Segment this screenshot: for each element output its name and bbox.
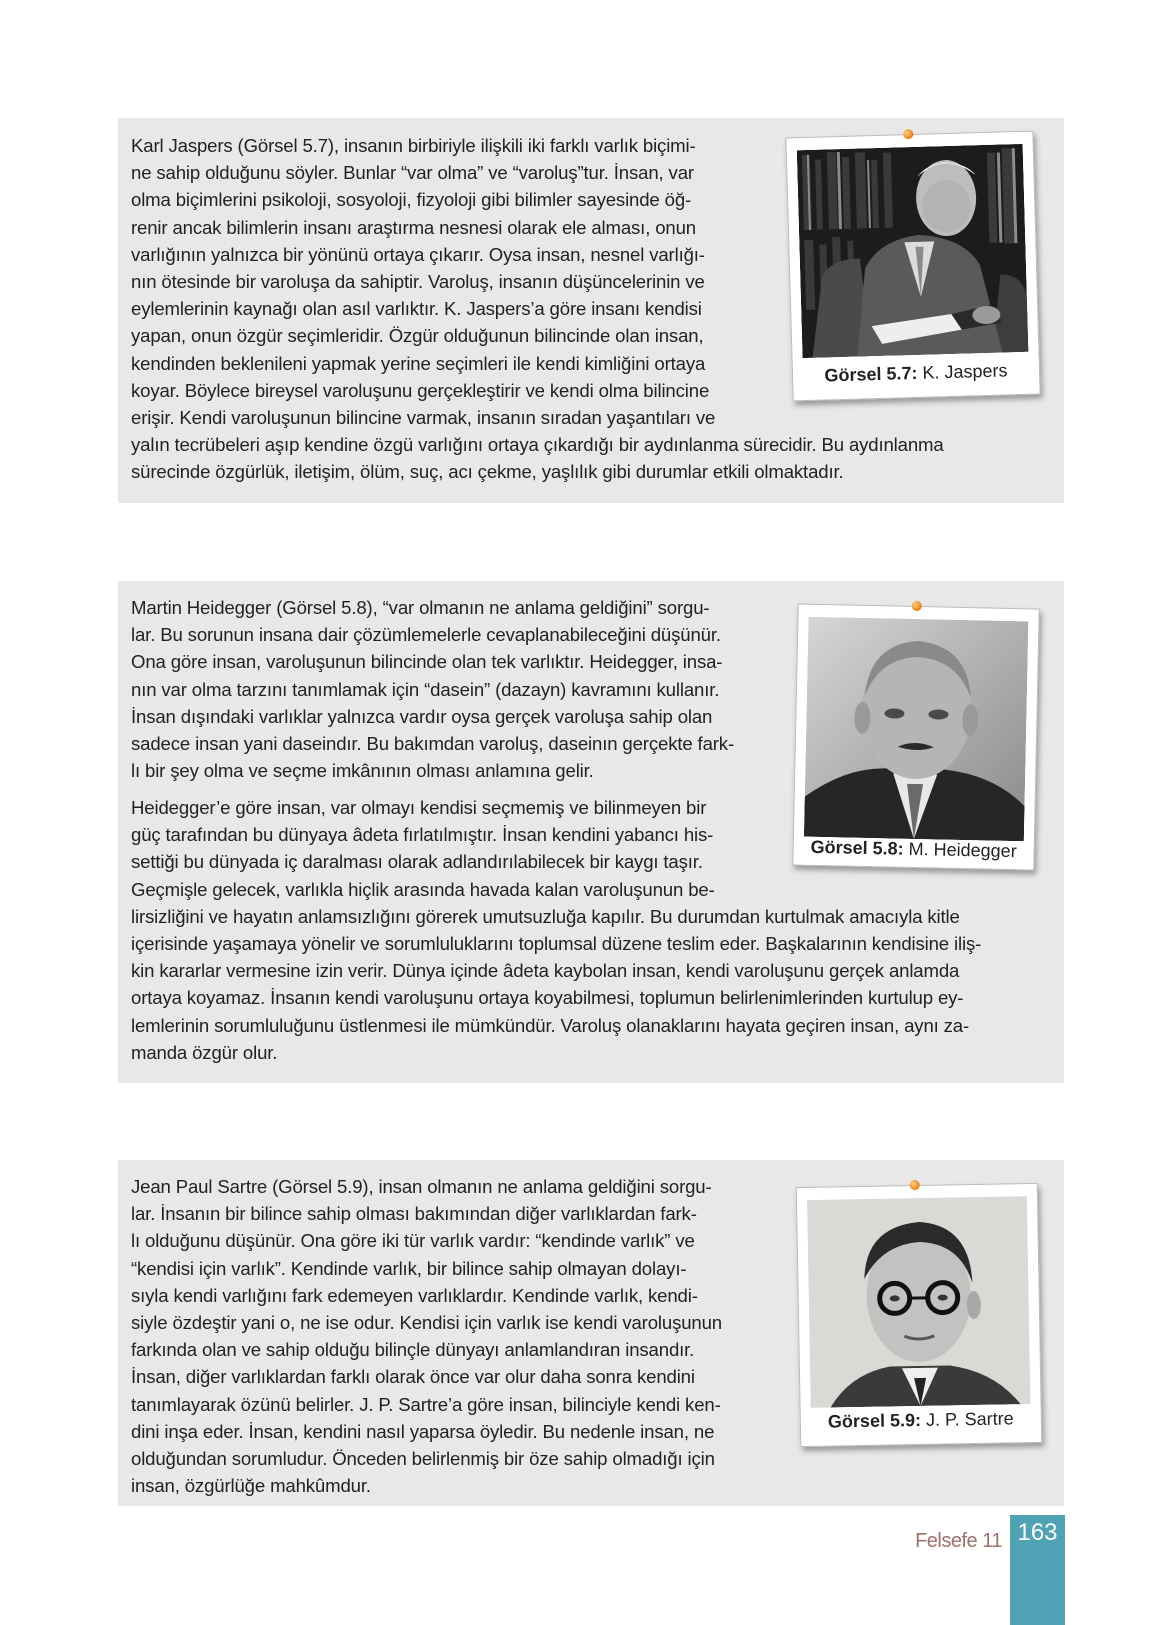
text-line: erişir. Kendi varoluşunun bilincine varmak, insanın sıradan yaşantıları ve [131,407,716,429]
pin-icon [910,1180,920,1190]
text-line: “kendisi için varlık”. Kendinde varlık, bir bilince sahip olmayan dolayı- [131,1257,687,1279]
text-line: ortaya koyamaz. İnsanın kendi varoluşunu ortaya koyabilmesi, toplumun belirlenimlerinden kurtulup ey- [131,987,964,1009]
text-line: yalın tecrübeleri aşıp kendine özgü varlığını ortaya çıkardığı bir aydınlanma sürecidir. Bu aydınlanma [131,434,944,456]
text-line: olduğundan sorumludur. Önceden belirlenmiş bir öze sahip olmadığı için [131,1448,715,1470]
sartre-photo-card [796,1183,1043,1447]
text-line: ne sahip olduğunu söyler. Bunlar “var olma” ve “varoluş”tur. İnsan, var [131,162,694,184]
text-line: güç tarafından bu dünyaya âdeta fırlatılmıştır. İnsan kendini yabancı his- [131,824,714,846]
text-line: siyle özdeştir yani o, ne ise odur. Kendisi için varlık ise kendi varoluşunun [131,1312,722,1334]
text-line: Jean Paul Sartre (Görsel 5.9), insan olmanın ne anlama geldiğini sorgu- [131,1176,712,1197]
text-line: Ona göre insan, varoluşunun bilincinde olan tek varlıktır. Heidegger, insa- [131,651,723,673]
text-line: sadece insan yani daseindır. Bu bakımdan varoluş, daseinın gerçekte fark- [131,733,734,755]
jaspers-caption [793,360,1039,388]
text-line: settiği bu dünyada iç daralması olarak adlandırılabilecek bir kaygı taşır. [131,851,703,873]
text-line: içerisinde yaşamaya yönelir ve sorumluluklarını toplumsal düzene teslim eder. Başkalarının kendisine iliş- [131,933,982,955]
caption-name: M. Heidegger [908,838,1017,862]
heidegger-caption [793,836,1033,862]
text-line: eylemlerinin kaynağı olan asıl varlıktır. K. Jaspers’a göre insanı kendisi [131,298,702,320]
sartre-section [118,1160,1064,1506]
text-line: tanımlayarak özünü belirler. J. P. Sartre’a göre insan, bilinciyle kendi ken- [131,1393,721,1415]
text-line: Martin Heidegger (Görsel 5.8), “var olmanın ne anlama geldiğini” sorgu- [131,597,710,618]
text-line: Karl Jaspers (Görsel 5.7), insanın birbiriyle ilişkili iki farklı varlık biçimi- [131,135,696,156]
text-line: sıyla kendi varlığını fark edemeyen varlıklardır. Kendinde varlık, kendi- [131,1284,698,1306]
page-number: 163 [1017,1519,1058,1546]
text-line: lemlerinin sorumluluğunu üstlenmesi ile mümkündür. Varoluş olanaklarını hayata geçiren insan, aynı za- [131,1014,970,1036]
text-line: koyar. Böylece bireysel varoluşunu gerçekleştirir ve kendi olma bilincine [131,379,710,401]
book-title: Felsefe 11 [915,1530,1002,1552]
caption-name: K. Jaspers [922,360,1008,383]
text-line: sürecinde özgürlük, iletişim, ölüm, suç, acı çekme, yaşlılık gibi durumlar etkili olmaktadır. [131,461,844,483]
text-line: lı olduğunu düşünür. Ona göre iki tür varlık vardır: “kendinde varlık” ve [131,1230,695,1252]
jaspers-paragraph [131,132,944,486]
text-line: İnsan dışındaki varlıklar yalnızca vardır oysa gerçek varoluşa sahip olan [131,705,713,727]
text-line: lar. İnsanın bir bilince sahip olması bakımından diğer varlıklardan fark- [131,1203,697,1225]
pin-icon [912,601,922,611]
text-line: lı bir şey olma ve seçme imkânının olması anlamına gelir. [131,760,594,782]
text-line: nın var olma tarzını tanımlamak için “dasein” (dazayn) kavramını kullanır. [131,678,720,700]
text-line: farkında olan ve sahip olduğu bilinçle dünyayı anlamlandıran insandır. [131,1339,695,1361]
text-line: renir ancak bilimlerin insanı araştırma nesnesi olarak ele alması, onun [131,216,696,238]
jaspers-photo-card [785,131,1040,402]
heidegger-section [118,581,1064,1083]
heidegger-paragraph-1 [131,594,771,784]
sartre-paragraph [131,1173,771,1499]
text-line: lirsizliğini ve hayatın anlamsızlığını görerek umutsuzluğa kapılır. Bu durumdan kurtulmak amacıyla kitle [131,905,960,927]
jaspers-section [118,118,1064,503]
text-line: lar. Bu sorunun insana dair çözümlemelerle cevaplanabileceğini düşünür. [131,624,721,646]
text-line: nın ötesinde bir varoluşa da sahiptir. Varoluş, insanın düşüncelerinin ve [131,271,705,293]
caption-name: J. P. Sartre [925,1408,1014,1430]
caption-label: Görsel 5.9: [827,1409,922,1432]
sartre-caption [801,1408,1041,1433]
pin-icon [903,129,913,139]
text-line: yapan, onun özgür seçimleridir. Özgür olduğunun bilincinde olan insan, [131,325,704,347]
page-number-tab [1010,1515,1065,1625]
heidegger-photo [804,617,1029,842]
sartre-photo [807,1196,1031,1408]
text-line: kin kararlar vermesine izin verir. Dünya içinde âdeta kaybolan insan, kendi varoluşunu gerçek anlamda [131,960,960,982]
text-line: varlığının yalnızca bir yönünü ortaya çıkarır. Oysa insan, nesnel varlığı- [131,243,705,265]
text-line: manda özgür olur. [131,1041,278,1063]
text-line: dini inşa eder. İnsan, kendini nasıl yaparsa öyledir. Bu nedenle insan, ne [131,1420,715,1442]
text-line: İnsan, diğer varlıklardan farklı olarak önce var olur daha sonra kendini [131,1366,695,1388]
text-line: insan, özgürlüğe mahkûmdur. [131,1475,371,1497]
caption-label: Görsel 5.7: [824,362,918,386]
text-line: olma biçimlerini psikoloji, sosyoloji, fizyoloji gibi bilimler sayesinde öğ- [131,189,692,211]
jaspers-photo [797,144,1029,358]
caption-label: Görsel 5.8: [810,836,904,859]
text-line: kendinden beklenileni yapmak yerine seçimleri ile kendi kimliğini ortaya [131,352,706,374]
text-line: Geçmişle gelecek, varlıkla hiçlik arasında havada kalan varoluşunun be- [131,878,715,900]
text-line: Heidegger’e göre insan, var olmayı kendisi seçmemiş ve bilinmeyen bir [131,797,707,818]
heidegger-photo-card [792,603,1039,870]
